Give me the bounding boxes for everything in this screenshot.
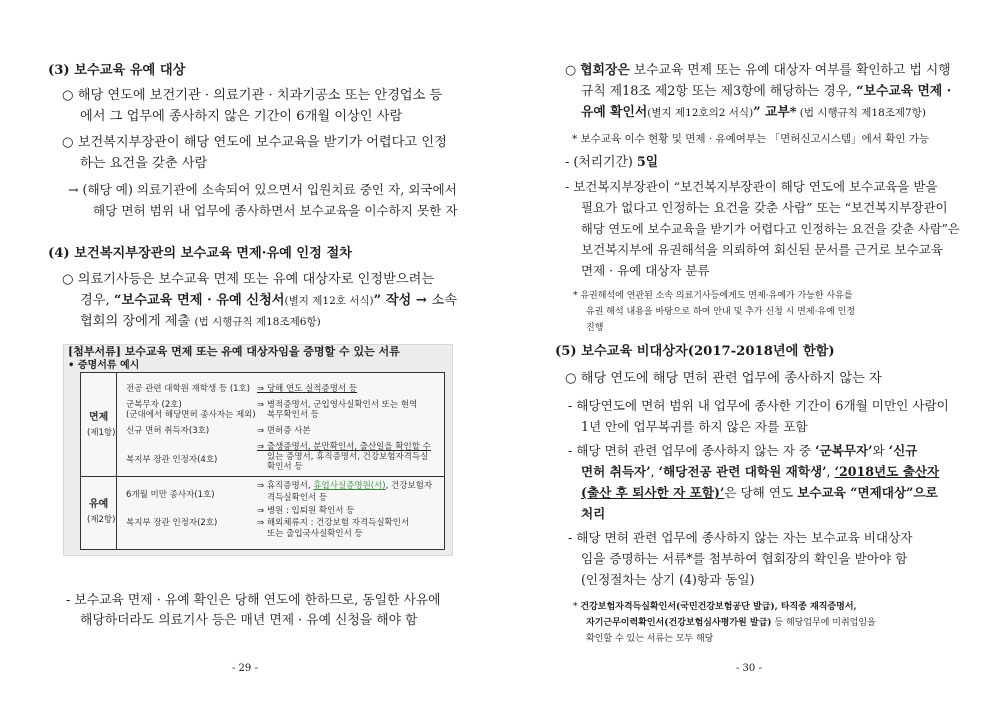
page-number-30: - 30 -: [736, 663, 762, 674]
section-3-bullet-2-line-1: ○ 보건복지부장관이 해당 연도에 보수교육을 받기가 어렵다고 인정: [62, 135, 447, 150]
category-exempt: 면제: [89, 412, 109, 423]
p1-note: * 보수교육 이수 현황 및 면제 · 유예여부는 「면허신고시스템」에서 확인 가능: [572, 133, 930, 145]
section-4-line-2-a: 경우,: [80, 293, 114, 308]
p1-line-3-d: (법 시행규칙 제18조제7항): [796, 107, 926, 119]
table-row-divider: [81, 476, 444, 477]
row-2-left-2: (군대에서 해당면허 종사자는 제외): [126, 410, 256, 420]
page-30: [500, 0, 1000, 707]
row-5-right-2: 격득실확인서 등: [267, 493, 328, 503]
table-column-divider: [116, 373, 117, 549]
attachment-box-subtitle: • 증명서류 예시: [68, 360, 140, 371]
s5-note-1: [573, 599, 857, 615]
s5-d2-l3-a: (출산 후 퇴사한 자 포함)’: [581, 485, 725, 500]
row-3-left: 신규 면허 취득자(3호): [126, 426, 210, 436]
p2-line-2: 필요가 없다고 인정하는 요건을 갖춘 사람” 또는 “보건복지부장관이: [581, 200, 948, 215]
row-6-right-2: ⇒ 해외체류지 : 건강보험 자격득실확인서: [257, 518, 410, 528]
section-3-bullet-1-line-1: ○ 해당 연도에 보건기관 · 의료기관 · 치과기공소 또는 안경업소 등: [62, 88, 443, 103]
category-exempt-sub: (제1항): [87, 428, 116, 438]
p1-line-2-b: “보수교육 면제 ·: [856, 84, 952, 99]
s5-note-1a: *: [573, 602, 581, 612]
row-2-right-2: 복무확인서 등: [267, 410, 319, 420]
row-4-left: 복지부 장관 인정자(4호): [126, 455, 218, 465]
row-3-right: ⇒ 면허증 사본: [257, 426, 311, 436]
s5-d3-line-2: 임을 증명하는 서류*를 첨부하여 협회장의 확인을 받아야 함: [581, 551, 908, 566]
row-5-right-1: [257, 481, 432, 491]
section-3-example-line-2: 해당 면허 범위 내 업무에 종사하면서 보수교육을 이수하지 못한 자: [93, 203, 458, 218]
confirmation-form-name: 유예 확인서: [581, 105, 648, 120]
section-4-line-1: ○ 의료기사등은 보수교육 면제 또는 유예 대상자로 인정받으려는: [62, 272, 435, 287]
section-4-line-2-d: ” 작성 →: [373, 293, 432, 308]
category-defer-sub: (제2항): [87, 515, 116, 525]
p2-line-3: 해당 연도에 보수교육을 받기가 어렵다고 인정하는 요건을 갖춘 사람”은: [581, 222, 960, 236]
s5-d2-l3-c: 보수교육 “면제대상”으로: [797, 485, 938, 500]
row-5-right-1c: , 건강보험자: [385, 481, 433, 491]
processing-period: [565, 155, 658, 171]
p1-line-3-c: ” 교부*: [753, 105, 797, 120]
s5-d2-l2-b: ,: [650, 464, 659, 479]
p1-line-2: [581, 84, 951, 100]
section-3-example-line-1: → (해당 예) 의료기관에 소속되어 있으면서 입원치료 중인 자, 외국에서: [68, 182, 457, 197]
section-3-title: (3) 보수교육 유예 대상: [48, 63, 186, 78]
s5-d2-l1-c: 와: [872, 443, 889, 458]
section-5-bullet: ○ 해당 연도에 해당 면허 관련 업무에 종사하지 않는 자: [565, 371, 882, 386]
category-defer: 유예: [89, 499, 109, 510]
p2-note-1: * 유권해석에 연관된 소속 의료기사등에게도 면제·유예가 가능한 사유를: [573, 291, 853, 301]
s5-d2-l2-c: ‘해당전공 관련 대학원 재학생’: [658, 464, 827, 479]
evidence-table: [80, 372, 445, 550]
s5-d1-line-1: - 해당연도에 면허 범위 내 업무에 종사한 기간이 6개월 미만인 사람이: [568, 398, 949, 413]
row-5-right-1a: ⇒ 휴직증명서,: [257, 481, 314, 491]
s5-d2-l1-b: ‘군복무자’: [815, 443, 873, 458]
section-5-title: (5) 보수교육 비대상자(2017-2018년에 한함): [555, 344, 835, 359]
s5-d2-l2-e: ‘2018년도 출산자: [834, 464, 940, 479]
p1-line-1-a: ○: [565, 63, 581, 78]
p1-line-2-a: 규칙 제18조 제2항 또는 제3항에 해당하는 경우,: [581, 84, 857, 99]
row-6-right-1: ⇒ 병원 : 입퇴원 확인서 등: [257, 506, 355, 516]
s5-note-2b: 등 해당업무에 미취업임을: [771, 618, 876, 628]
s5-d1-line-2: 1년 안에 업무복귀를 하지 않은 자를 포함: [581, 419, 808, 434]
note-line-2: 해당하더라도 의료기사 등은 매년 면제 · 유예 신청을 해야 함: [80, 613, 418, 628]
row-4-right-3: 확인서 등: [267, 462, 303, 472]
p1-line-1-c: 보수교육 면제 또는 유예 대상자 여부를 확인하고 법 시행: [629, 63, 951, 78]
row-6-right-3: 또는 출입국사실확인서 등: [267, 529, 363, 539]
s5-d2-l3-b: 은 당해 연도: [724, 485, 798, 500]
note-line-1: - 보수교육 면제 · 유예 확인은 당해 연도에 한하므로, 동일한 사유에: [66, 593, 441, 608]
s5-note-2a: 자기근무이력확인서(건강보험심사평가원 발급): [586, 618, 772, 628]
row-5-left: 6개월 미만 종사자(1호): [126, 490, 215, 500]
row-6-left: 복지부 장관 인정자(2호): [126, 518, 218, 528]
p1-line-1-b: 협회장은: [580, 63, 630, 78]
processing-period-value: 5일: [636, 155, 659, 170]
s5-d2-l2-a: 면허 취득자’: [581, 464, 651, 479]
form-reference: (별지 제12호 서식): [284, 295, 374, 307]
p2-note-2: 유권 해석 내용을 바탕으로 하여 안내 및 추가 신청 시 면제·유예 인정: [586, 307, 856, 317]
row-1-right: ⇒ 당해 연도 실적증명서 등: [257, 384, 358, 394]
s5-d3-line-3: (인정절차는 상기 (4)항과 동일): [581, 572, 755, 587]
row-4-right-2: 있는 증명서, 휴직증명서, 건강보험자격득실: [267, 452, 429, 462]
p1-line-1: [565, 63, 951, 79]
s5-note-1b: 건강보험자격득실확인서(국민건강보험공단 발급), 타직종 재직증명서,: [580, 602, 857, 612]
p2-line-1: - 보건복지부장관이 “보건복지부장관이 해당 연도에 보수교육을 받을: [565, 179, 938, 194]
row-2-left-1: 군복무자 (2호): [126, 400, 182, 410]
section-3-bullet-1-line-2: 에서 그 업무에 종사하지 않은 기간이 6개월 이상인 사람: [80, 109, 403, 124]
attachment-box-title: [첨부서류] 보수교육 면제 또는 유예 대상자임을 증명할 수 있는 서류: [68, 345, 400, 358]
application-form-name: “보수교육 면제 · 유예 신청서: [113, 293, 285, 308]
confirmation-form-reference: (별지 제12호의2 서식): [647, 107, 754, 119]
s5-d2-line-2: [581, 464, 939, 480]
p2-line-4: 보건복지부에 유권해석을 의뢰하여 회신된 문서를 근거로 보수교육: [581, 242, 943, 257]
section-4-line-3: [80, 314, 321, 330]
s5-d2-l1-a: - 해당 면허 관련 업무에 종사하지 않는 자 중: [568, 443, 816, 458]
s5-note-3: 확인할 수 있는 서류는 모두 해당: [586, 634, 714, 644]
s5-d2-line-4: 처리: [581, 506, 606, 521]
page-number-29: - 29 -: [232, 663, 258, 674]
s5-d2-l2-d: ,: [826, 464, 835, 479]
section-4-title: (4) 보건복지부장관의 보수교육 면제·유예 인정 절차: [48, 246, 352, 261]
row-5-right-1b: 휴업사실증명원(서): [313, 481, 386, 491]
s5-note-2: [586, 615, 876, 631]
row-4-right-1: ⇒ 출생증명서, 분만확인서, 출산일을 확인할 수: [257, 442, 431, 452]
s5-d2-line-3: [581, 485, 938, 501]
law-reference: (법 시행규칙 제18조제6항): [194, 316, 321, 328]
s5-d3-line-1: - 해당 면허 관련 업무에 종사하지 않는 자는 보수교육 비대상자: [568, 530, 913, 545]
section-4-line-3-a: 협회의 장에게 제출: [80, 314, 195, 329]
row-2-right-1: ⇒ 병적증명서, 군입영사실확인서 또는 현역: [257, 400, 418, 410]
s5-d2-line-1: [568, 443, 917, 459]
section-4-line-2-e: 소속: [431, 293, 458, 308]
s5-d2-l1-d: ‘신규: [888, 443, 918, 458]
p2-line-5: 면제 · 유예 대상자 분류: [581, 263, 710, 278]
processing-period-label: - (처리기간): [565, 155, 637, 170]
p1-line-3: [581, 105, 926, 121]
section-4-line-2: [80, 293, 457, 309]
p2-note-3: 진행: [586, 323, 604, 333]
row-1-left: 전공 관련 대학원 재학생 등 (1호): [126, 384, 251, 394]
section-3-bullet-2-line-2: 하는 요건을 갖춘 사람: [80, 156, 208, 171]
